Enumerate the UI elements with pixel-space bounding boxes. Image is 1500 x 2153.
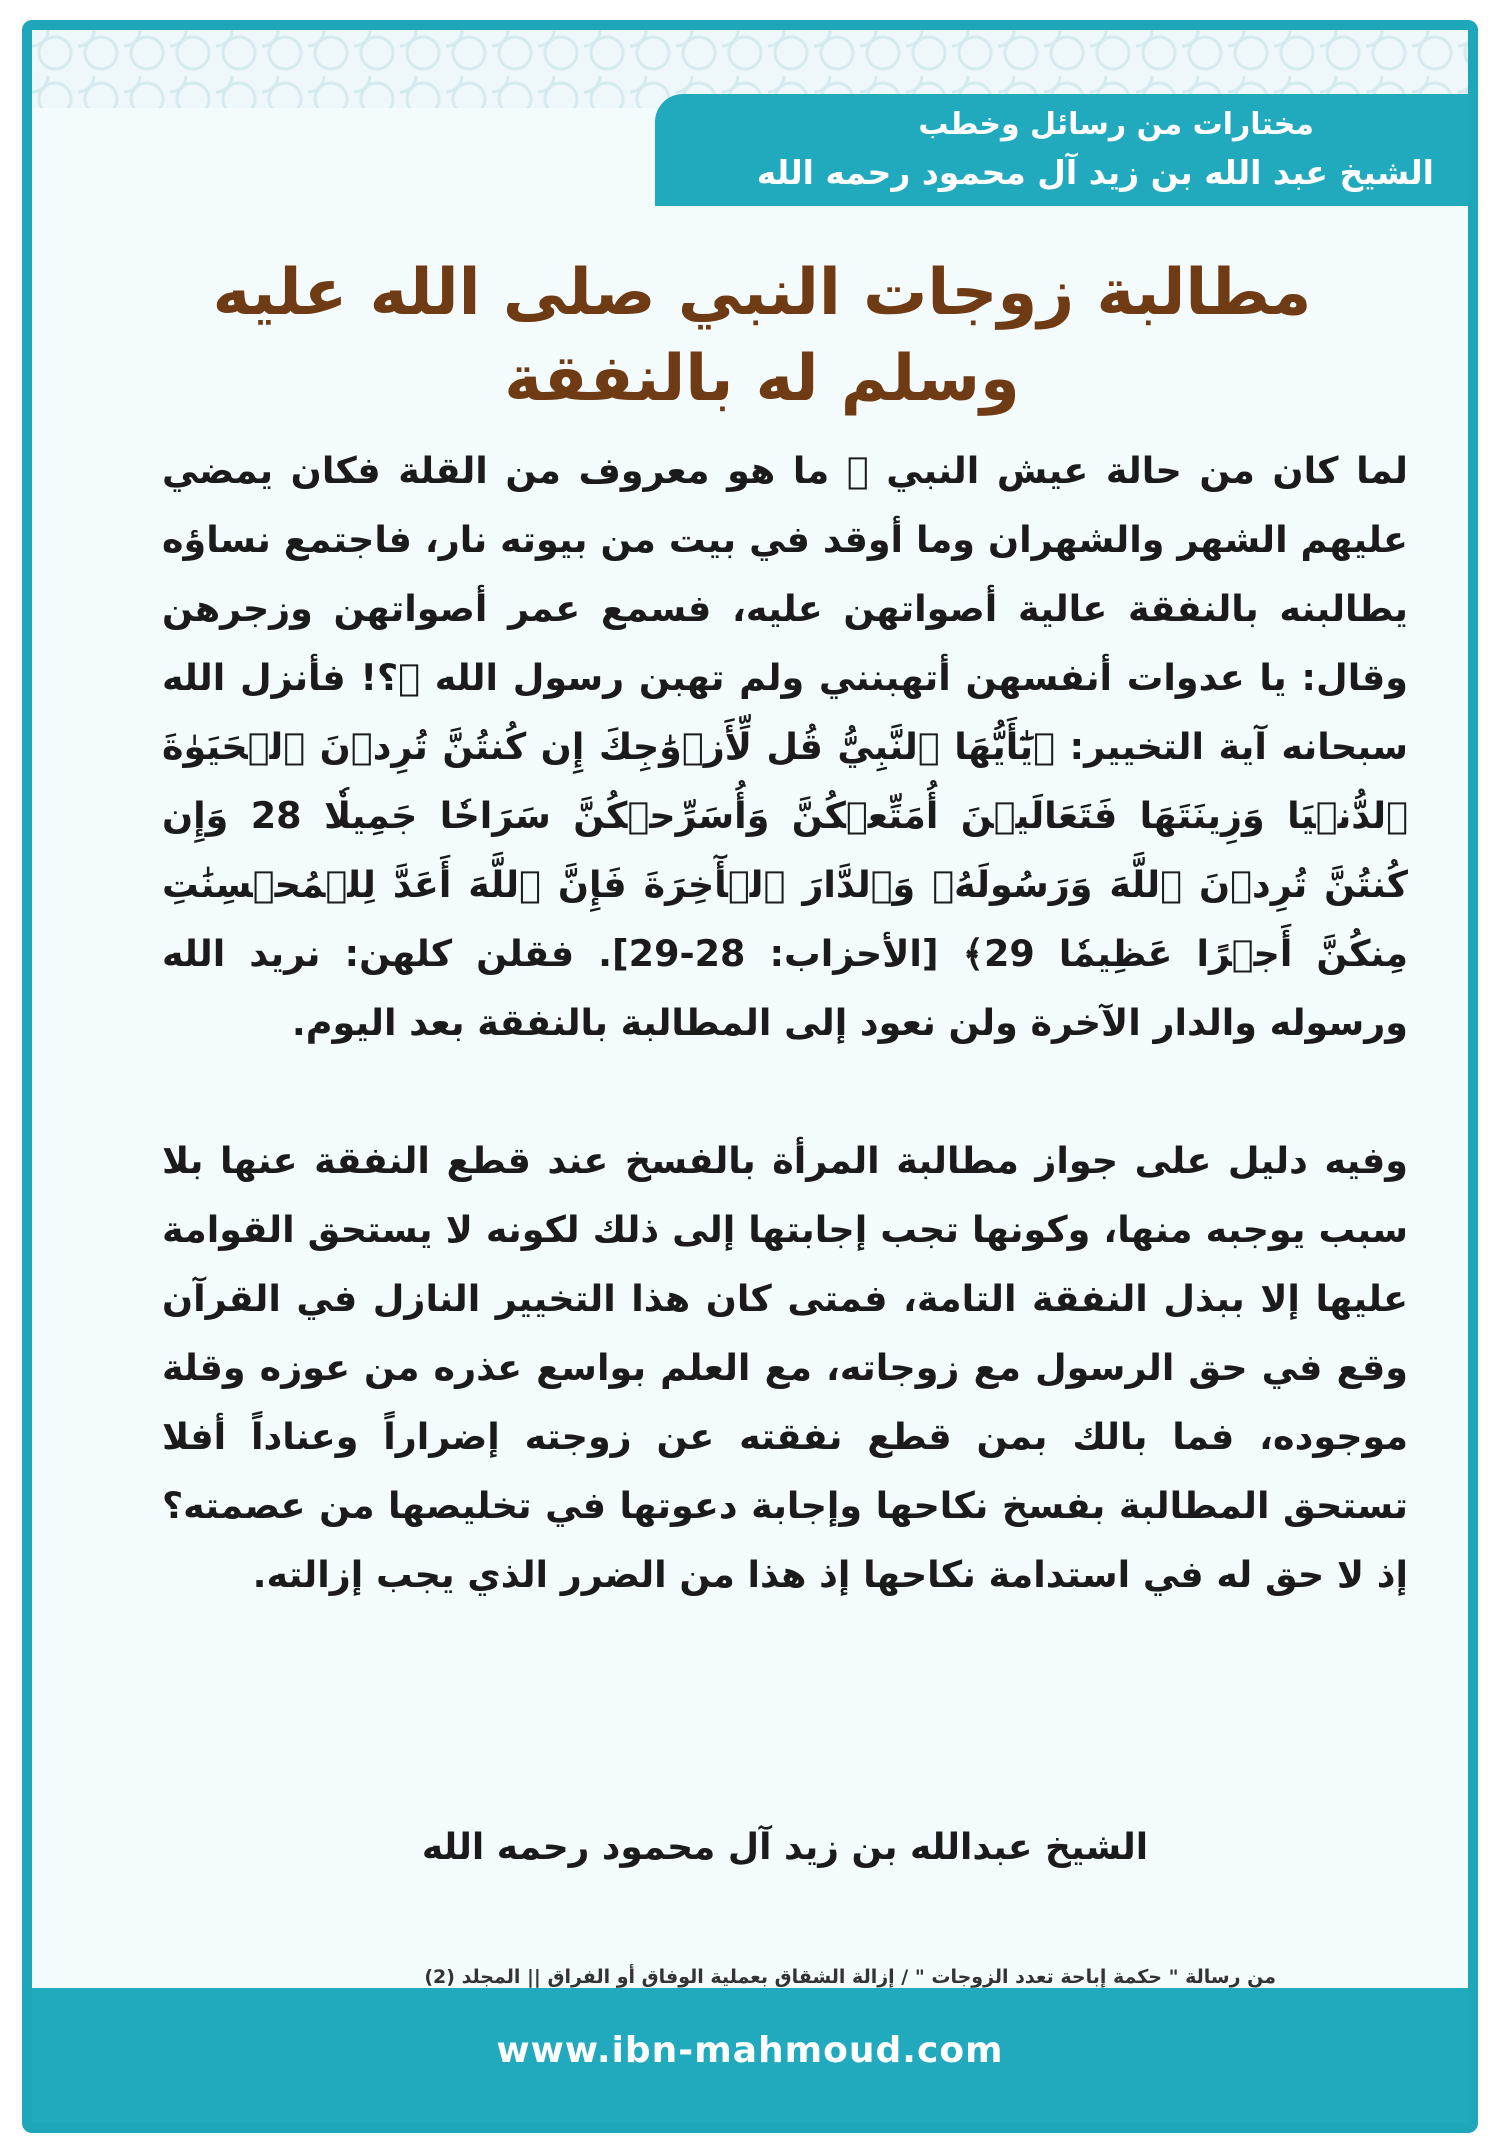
- header-banner: [655, 94, 1470, 206]
- header-author-name: الشيخ عبد الله بن زيد آل محمود رحمه الله: [756, 153, 1434, 192]
- body-paragraph-2: وفيه دليل على جواز مطالبة المرأة بالفسخ عند قطع النفقة عنها بلا سبب يوجبه منها، وكونها تجب إجابتها إلى ذلك لكونه لا يستحق القوامة عليها إلا ببذل النفقة التامة، فمتى كان هذا التخيير النازل في القرآن وقع في حق الرسول مع زوجاته، مع العلم بواسع عذره من عوزه وقلة موجوده، فما بالك بمن قطع نفقته عن زوجته إضراراً وعناداً أفلا تستحق المطالبة بفسخ نكاحها وإجابة دعوتها في تخليصها من عصمته؟ إذ لا حق له في استدامة نكاحها إذ هذا من الضرر الذي يجب إزالته.: [162, 1139, 1408, 1596]
- footer-bar: [32, 1988, 1468, 2123]
- header-series-title: مختارات من رسائل وخطب: [918, 107, 1314, 142]
- article-title: مطالبة زوجات النبي صلى الله عليه وسلم له بالنفقة: [212, 256, 1312, 416]
- page-frame: [22, 20, 1478, 2133]
- source-citation: من رسالة " حكمة إباحة تعدد الزوجات " / إزالة الشقاق بعملية الوفاق أو الفراق || المجلد (2): [424, 1966, 1276, 1988]
- article-body: [162, 436, 1408, 1609]
- author-signature: الشيخ عبدالله بن زيد آل محمود رحمه الله: [421, 1827, 1149, 1868]
- body-paragraph-1: لما كان من حالة عيش النبي ﷺ ما هو معروف من القلة فكان يمضي عليهم الشهر والشهران وما أوقد في بيت من بيوته نار، فاجتمع نساؤه يطالبنه بالنفقة عالية أصواتهن عليه، فسمع عمر أصواتهن وزجرهن وقال: يا عدوات أنفسهن أتهبنني ولم تهبن رسول الله ﷺ؟! فأنزل الله سبحانه آية التخيير: ﴿يَٰٓأَيُّهَا ٱلنَّبِيُّ قُل لِّأَزۡوَٰجِكَ إِن كُنتُنَّ تُرِدۡنَ ٱلۡحَيَوٰةَ ٱلدُّنۡيَا وَزِينَتَهَا فَتَعَالَيۡنَ أُمَتِّعۡكُنَّ وَأُسَرِّحۡكُنَّ سَرَاحٗا جَمِيلٗا 28 وَإِن كُنتُنَّ تُرِدۡنَ ٱللَّهَ وَرَسُولَهُۥ وَٱلدَّارَ ٱلۡأٓخِرَةَ فَإِنَّ ٱللَّهَ أَعَدَّ لِلۡمُحۡسِنَٰتِ مِنكُنَّ أَجۡرًا عَظِيمٗا 29﴾ [الأحزاب: 28-29]. فقلن كلهن: نريد الله ورسوله والدار الآخرة ولن نعود إلى المطالبة بالنفقة بعد اليوم.: [162, 449, 1408, 1044]
- website-link[interactable]: www.ibn-mahmoud.com: [496, 2030, 1004, 2071]
